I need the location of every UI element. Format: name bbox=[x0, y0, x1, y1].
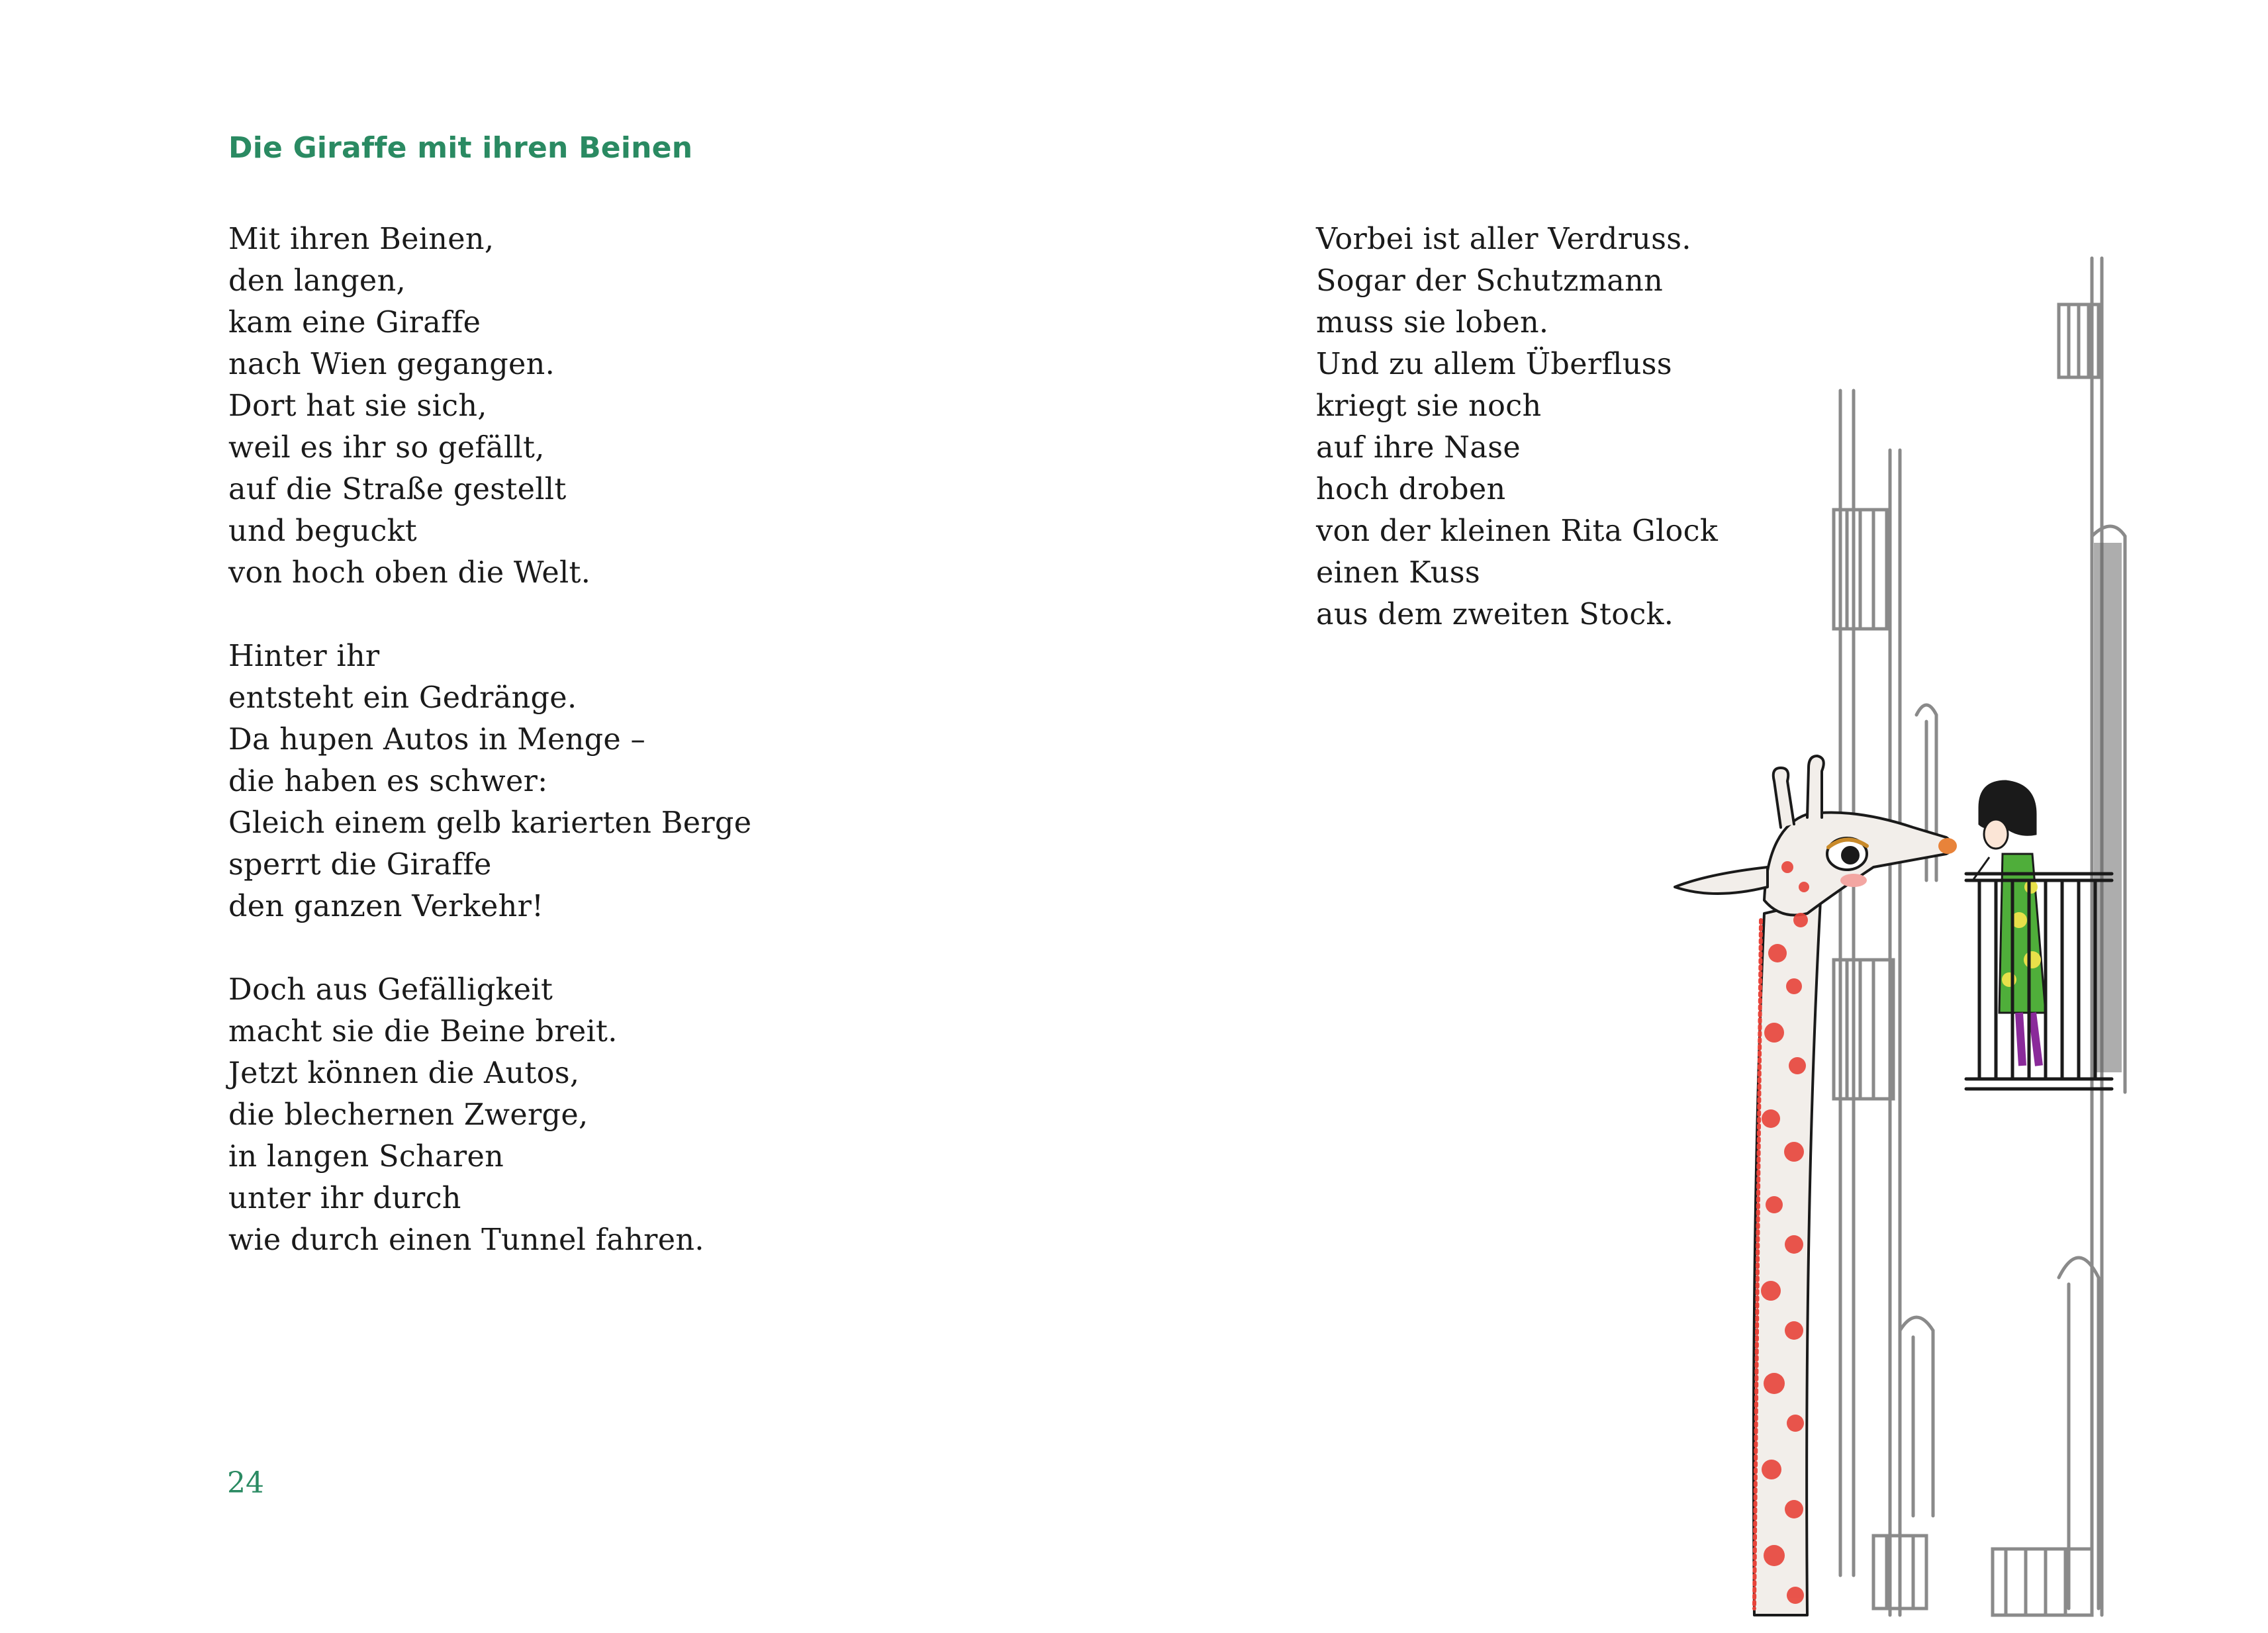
poem-line: einen Kuss bbox=[1316, 556, 1480, 590]
poem-line: Hinter ihr bbox=[228, 639, 380, 673]
poem-line: hoch droben bbox=[1316, 473, 1506, 506]
stanza-2 bbox=[228, 635, 1023, 927]
poem-line: Da hupen Autos in Menge – bbox=[228, 723, 646, 757]
poem-line: nach Wien gegangen. bbox=[228, 348, 555, 381]
poem-line: von hoch oben die Welt. bbox=[228, 556, 591, 590]
poem-line: muss sie loben. bbox=[1316, 306, 1549, 340]
poem-line: Gleich einem gelb karierten Berge bbox=[228, 806, 752, 840]
poem-line: Vorbei ist aller Verdruss. bbox=[1316, 222, 1691, 256]
poem-line: und beguckt bbox=[228, 514, 417, 548]
poem-line: kriegt sie noch bbox=[1316, 389, 1542, 423]
poem-line: weil es ihr so gefällt, bbox=[228, 431, 545, 465]
poem-line: sperrt die Giraffe bbox=[228, 848, 492, 882]
poem-line: Mit ihren Beinen, bbox=[228, 222, 495, 256]
poem-line: die haben es schwer: bbox=[228, 765, 548, 798]
poem-title: Die Giraffe mit ihren Beinen bbox=[228, 131, 693, 165]
poem-line: den langen, bbox=[228, 264, 406, 298]
poem-line: auf ihre Nase bbox=[1316, 431, 1521, 465]
poem-line: den ganzen Verkehr! bbox=[228, 890, 544, 923]
illustration-svg bbox=[1635, 218, 2151, 1628]
stanza-1 bbox=[228, 218, 1023, 594]
poem-line: aus dem zweiten Stock. bbox=[1316, 598, 1674, 631]
dark-window-shadow bbox=[2094, 543, 2122, 1072]
poem-line: kam eine Giraffe bbox=[228, 306, 481, 340]
page-number: 24 bbox=[227, 1466, 264, 1500]
giraffe-illustration bbox=[1635, 218, 2151, 1628]
girl-rita bbox=[1973, 781, 2046, 1066]
poem-line: Jetzt können die Autos, bbox=[228, 1056, 580, 1090]
poem-line: entsteht ein Gedränge. bbox=[228, 681, 577, 715]
poem-line: Und zu allem Überfluss bbox=[1316, 348, 1672, 381]
poem-line: macht sie die Beine breit. bbox=[228, 1015, 618, 1049]
stanza-3 bbox=[228, 969, 1023, 1261]
poem-line: in langen Scharen bbox=[228, 1140, 504, 1174]
poem-line: auf die Straße gestellt bbox=[228, 473, 567, 506]
poem-line: die blechernen Zwerge, bbox=[228, 1098, 589, 1132]
poem-line: von der kleinen Rita Glock bbox=[1316, 514, 1719, 548]
poem-line: Sogar der Schutzmann bbox=[1316, 264, 1664, 298]
poem-line: Dort hat sie sich, bbox=[228, 389, 487, 423]
poem-line: wie durch einen Tunnel fahren. bbox=[228, 1223, 704, 1257]
left-page-text bbox=[228, 218, 1023, 1303]
poem-line: Doch aus Gefälligkeit bbox=[228, 973, 553, 1007]
poem-line: unter ihr durch bbox=[228, 1182, 461, 1215]
